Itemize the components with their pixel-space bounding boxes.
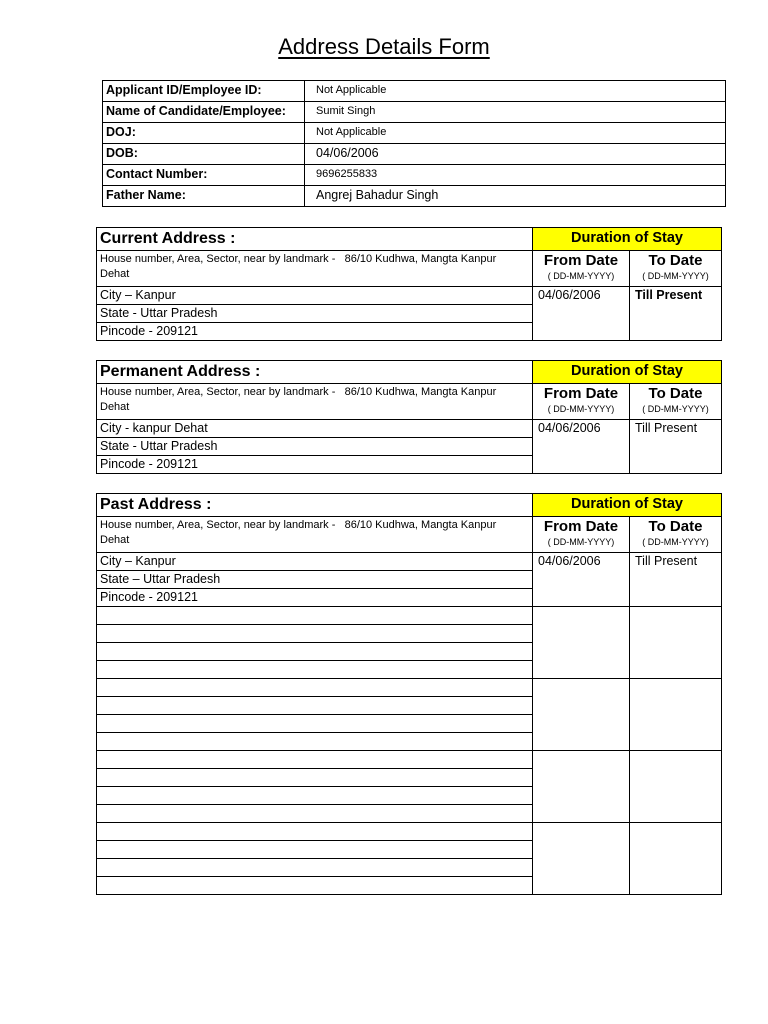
empty-address-line[interactable] [97,859,533,877]
date-format-hint: ( DD-MM-YYYY) [642,271,709,281]
empty-address-line[interactable] [97,877,533,895]
empty-address-line[interactable] [97,787,533,805]
house-value: 86/10 Kudhwa, Mangta Kanpur [344,386,497,398]
to-date-header [630,517,722,553]
section-heading: Permanent Address : [97,361,533,384]
to-date-value[interactable]: Till Present [630,553,722,607]
empty-to-date[interactable] [630,679,722,751]
empty-address-line[interactable] [97,769,533,787]
house-field[interactable] [97,517,533,553]
house-label: House number, Area, Sector, near by landmark - [100,253,336,265]
empty-address-line[interactable] [97,625,533,643]
duration-of-stay-header: Duration of Stay [533,494,722,517]
empty-address-line[interactable] [97,805,533,823]
house-field[interactable] [97,251,533,287]
empty-address-line[interactable] [97,607,533,625]
house-value-cont: Dehat [100,268,130,280]
state-field[interactable]: State - Uttar Pradesh [97,305,533,323]
to-date-label: To Date [648,252,703,269]
info-row [103,144,726,165]
duration-of-stay-header: Duration of Stay [533,361,722,384]
from-date-label: From Date [543,518,619,535]
info-label: Father Name: [103,186,305,207]
from-date-value[interactable]: 04/06/2006 [533,420,630,474]
to-date-value[interactable]: Till Present [630,287,722,341]
current-address-table [96,227,722,341]
date-format-hint: ( DD-MM-YYYY) [547,271,615,281]
state-field[interactable]: State – Uttar Pradesh [97,571,533,589]
to-date-header [630,251,722,287]
state-field[interactable]: State - Uttar Pradesh [97,438,533,456]
to-date-label: To Date [648,385,703,402]
from-date-label: From Date [543,385,619,402]
house-value: 86/10 Kudhwa, Mangta Kanpur [344,519,497,531]
from-date-header [533,517,630,553]
info-row [103,102,726,123]
from-date-value[interactable]: 04/06/2006 [533,287,630,341]
empty-address-line[interactable] [97,679,533,697]
info-label: Applicant ID/Employee ID: [103,81,305,102]
house-value-cont: Dehat [100,534,130,546]
date-format-hint: ( DD-MM-YYYY) [547,404,615,414]
section-heading: Current Address : [97,228,533,251]
empty-from-date[interactable] [533,607,630,679]
pincode-field[interactable]: Pincode - 209121 [97,589,533,607]
info-label: Name of Candidate/Employee: [103,102,305,123]
info-row [103,165,726,186]
info-value[interactable]: 04/06/2006 [305,144,726,165]
city-field[interactable]: City – Kanpur [97,553,533,571]
empty-address-line[interactable] [97,751,533,769]
house-label: House number, Area, Sector, near by landmark - [100,519,336,531]
info-row [103,186,726,207]
info-value[interactable]: Sumit Singh [305,102,726,123]
form-title: Address Details Form [278,34,490,59]
house-label: House number, Area, Sector, near by landmark - [100,386,336,398]
empty-address-line[interactable] [97,733,533,751]
empty-from-date[interactable] [533,751,630,823]
house-field[interactable] [97,384,533,420]
to-date-value[interactable]: Till Present [630,420,722,474]
empty-address-line[interactable] [97,715,533,733]
from-date-header [533,251,630,287]
house-value-cont: Dehat [100,401,130,413]
from-date-label: From Date [543,252,619,269]
section-heading: Past Address : [97,494,533,517]
empty-to-date[interactable] [630,823,722,895]
empty-from-date[interactable] [533,823,630,895]
empty-from-date[interactable] [533,679,630,751]
info-label: DOB: [103,144,305,165]
date-format-hint: ( DD-MM-YYYY) [547,537,615,547]
info-row [103,81,726,102]
pincode-field[interactable]: Pincode - 209121 [97,323,533,341]
info-value[interactable]: 9696255833 [305,165,726,186]
from-date-value[interactable]: 04/06/2006 [533,553,630,607]
permanent-address-table [96,360,722,474]
to-date-label: To Date [648,518,703,535]
duration-of-stay-header: Duration of Stay [533,228,722,251]
info-row [103,123,726,144]
from-date-header [533,384,630,420]
empty-to-date[interactable] [630,607,722,679]
applicant-info-table [102,80,726,207]
date-format-hint: ( DD-MM-YYYY) [642,537,709,547]
to-date-header [630,384,722,420]
empty-address-line[interactable] [97,697,533,715]
city-field[interactable]: City – Kanpur [97,287,533,305]
empty-address-line[interactable] [97,661,533,679]
info-value[interactable]: Not Applicable [305,81,726,102]
info-value[interactable]: Angrej Bahadur Singh [305,186,726,207]
date-format-hint: ( DD-MM-YYYY) [642,404,709,414]
city-field[interactable]: City - kanpur Dehat [97,420,533,438]
pincode-field[interactable]: Pincode - 209121 [97,456,533,474]
info-label: DOJ: [103,123,305,144]
empty-address-line[interactable] [97,643,533,661]
house-value: 86/10 Kudhwa, Mangta Kanpur [344,253,497,265]
past-address-table [96,493,722,895]
info-value[interactable]: Not Applicable [305,123,726,144]
empty-address-line[interactable] [97,841,533,859]
empty-address-line[interactable] [97,823,533,841]
info-label: Contact Number: [103,165,305,186]
empty-to-date[interactable] [630,751,722,823]
